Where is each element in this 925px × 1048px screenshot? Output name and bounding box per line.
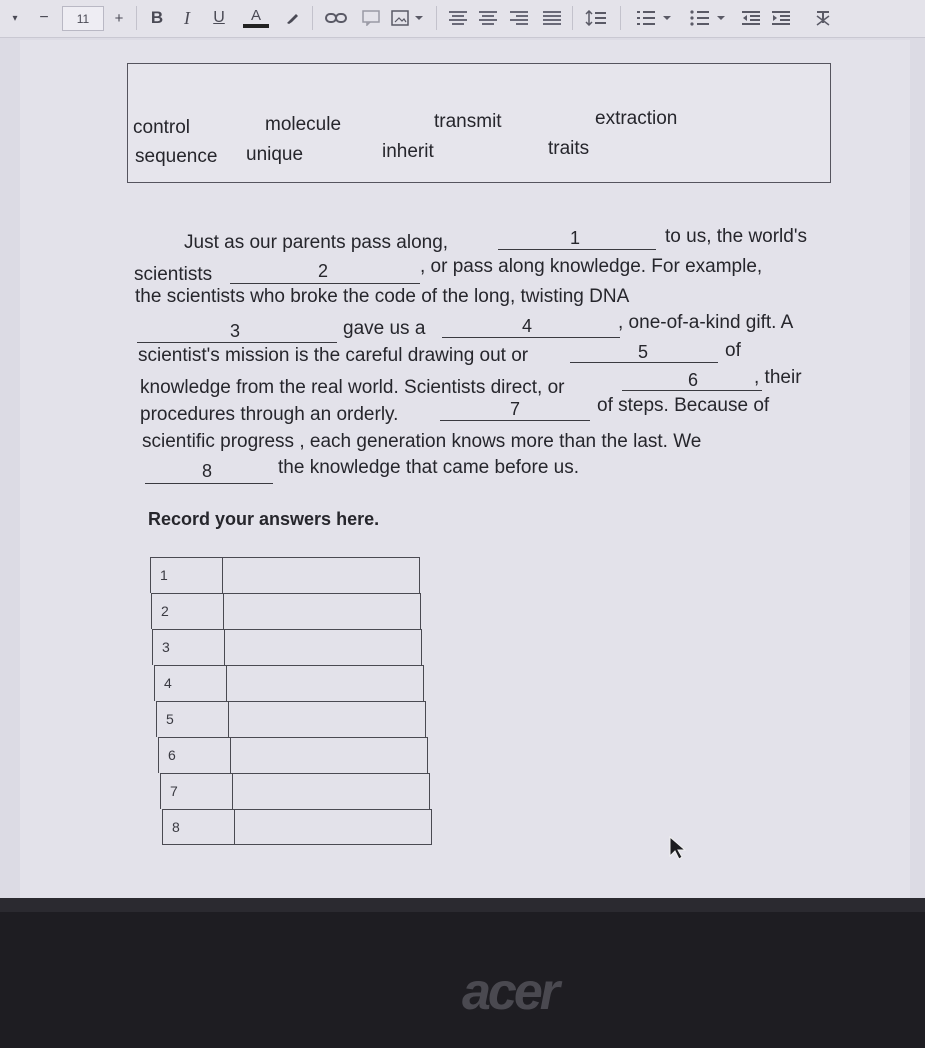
- toolbar-divider: [620, 6, 621, 30]
- blank-line: [137, 342, 337, 343]
- table-row: [156, 701, 426, 737]
- blank-line: [440, 420, 590, 421]
- answer-cell[interactable]: [228, 666, 423, 701]
- blank-line: [230, 283, 420, 284]
- formatting-toolbar: [0, 0, 925, 38]
- monitor-bezel-edge: [0, 898, 925, 912]
- passage-text: of steps. Because of: [597, 395, 770, 416]
- passage-text: scientists: [134, 264, 213, 285]
- justify-icon[interactable]: [542, 7, 562, 29]
- text-color-label: A: [250, 7, 261, 24]
- answer-cell[interactable]: [234, 774, 429, 809]
- answer-cell[interactable]: [236, 810, 431, 844]
- row-number: 6: [159, 738, 231, 773]
- underline-button[interactable]: U: [213, 9, 225, 26]
- passage-text: , one-of-a-kind gift. A: [618, 312, 794, 333]
- monitor-brand-logo: acer: [462, 963, 557, 1021]
- blank-number: 8: [202, 461, 213, 481]
- highlight-pen-icon[interactable]: [282, 7, 302, 29]
- italic-button[interactable]: I: [184, 7, 190, 28]
- blank-number: 4: [522, 316, 533, 336]
- blank-line: [498, 249, 656, 250]
- toolbar-divider: [572, 6, 573, 30]
- row-number: 2: [152, 594, 224, 629]
- passage-text: gave us a: [343, 318, 426, 339]
- bold-button[interactable]: B: [150, 8, 164, 27]
- row-number: 8: [163, 810, 235, 844]
- blank-line: [145, 483, 273, 484]
- mouse-pointer-icon: [668, 836, 690, 865]
- align-center-icon[interactable]: [478, 7, 498, 29]
- blank-number: 1: [570, 228, 581, 248]
- answer-cell[interactable]: [225, 594, 420, 629]
- answer-cell[interactable]: [226, 630, 421, 665]
- passage-text: knowledge from the real world. Scientists direct, or: [140, 377, 565, 398]
- passage-text: , their: [754, 367, 802, 388]
- row-number: 7: [161, 774, 233, 809]
- toolbar-divider: [436, 6, 437, 30]
- comment-icon[interactable]: [360, 7, 382, 29]
- increase-font-size-button[interactable]: +: [114, 9, 124, 27]
- numbered-list-icon[interactable]: [634, 7, 676, 29]
- passage-text: the scientists who broke the code of the long, twisting DNA: [135, 286, 630, 307]
- word-bank-word: transmit: [434, 111, 502, 132]
- clear-formatting-icon[interactable]: [812, 7, 834, 29]
- word-bank-word: unique: [246, 144, 304, 165]
- blank-line: [442, 337, 620, 338]
- word-bank-word: molecule: [265, 114, 342, 135]
- passage-text: scientist's mission is the careful drawing out or: [138, 345, 529, 366]
- answer-cell[interactable]: [232, 738, 427, 773]
- blank-number: 7: [510, 399, 521, 419]
- table-row: [158, 737, 428, 773]
- passage-text: Just as our parents pass along,: [184, 232, 449, 253]
- table-row: [150, 557, 420, 593]
- blank-number: 6: [688, 370, 699, 390]
- word-bank-word: traits: [548, 138, 590, 159]
- decrease-indent-icon[interactable]: [740, 7, 762, 29]
- passage-text: the knowledge that came before us.: [278, 457, 580, 478]
- blank-number: 2: [318, 261, 329, 281]
- answers-heading: Record your answers here.: [148, 509, 380, 529]
- table-row: [152, 629, 422, 665]
- text-color-swatch: [243, 24, 269, 28]
- link-icon[interactable]: [322, 7, 350, 29]
- table-row: [151, 593, 421, 629]
- table-row: [154, 665, 424, 701]
- row-number: 4: [155, 666, 227, 701]
- answer-table: [150, 557, 422, 847]
- font-size-field[interactable]: 11: [62, 6, 104, 31]
- insert-image-icon[interactable]: [390, 7, 426, 29]
- word-bank-word: sequence: [135, 146, 218, 167]
- table-row: [160, 773, 430, 809]
- decrease-font-size-button[interactable]: −: [39, 9, 49, 26]
- answer-cell[interactable]: [230, 702, 425, 737]
- text-color-button[interactable]: [242, 7, 270, 29]
- passage-text: to us, the world's: [665, 226, 807, 247]
- align-right-icon[interactable]: [508, 7, 528, 29]
- passage-text: procedures through an orderly.: [140, 404, 399, 425]
- align-left-icon[interactable]: [448, 7, 468, 29]
- table-row: [162, 809, 432, 845]
- increase-indent-icon[interactable]: [770, 7, 792, 29]
- dropdown-arrow-icon[interactable]: ▾: [12, 12, 18, 24]
- word-bank-word: extraction: [595, 108, 678, 129]
- row-number: 1: [151, 558, 223, 593]
- toolbar-divider: [312, 6, 313, 30]
- passage-text: , or pass along knowledge. For example,: [420, 256, 763, 277]
- word-bank-box: [127, 63, 831, 183]
- line-spacing-icon[interactable]: [584, 7, 608, 29]
- answer-cell[interactable]: [224, 558, 419, 593]
- passage-text: of: [725, 340, 741, 361]
- word-bank-word: control: [133, 117, 191, 138]
- toolbar-divider: [136, 6, 137, 30]
- row-number: 5: [157, 702, 229, 737]
- row-number: 3: [153, 630, 225, 665]
- passage-text: scientific progress , each generation knows more than the last. We: [142, 431, 702, 452]
- blank-number: 5: [638, 342, 649, 362]
- blank-number: 3: [230, 321, 241, 341]
- word-bank-word: inherit: [382, 141, 434, 162]
- bulleted-list-icon[interactable]: [688, 7, 730, 29]
